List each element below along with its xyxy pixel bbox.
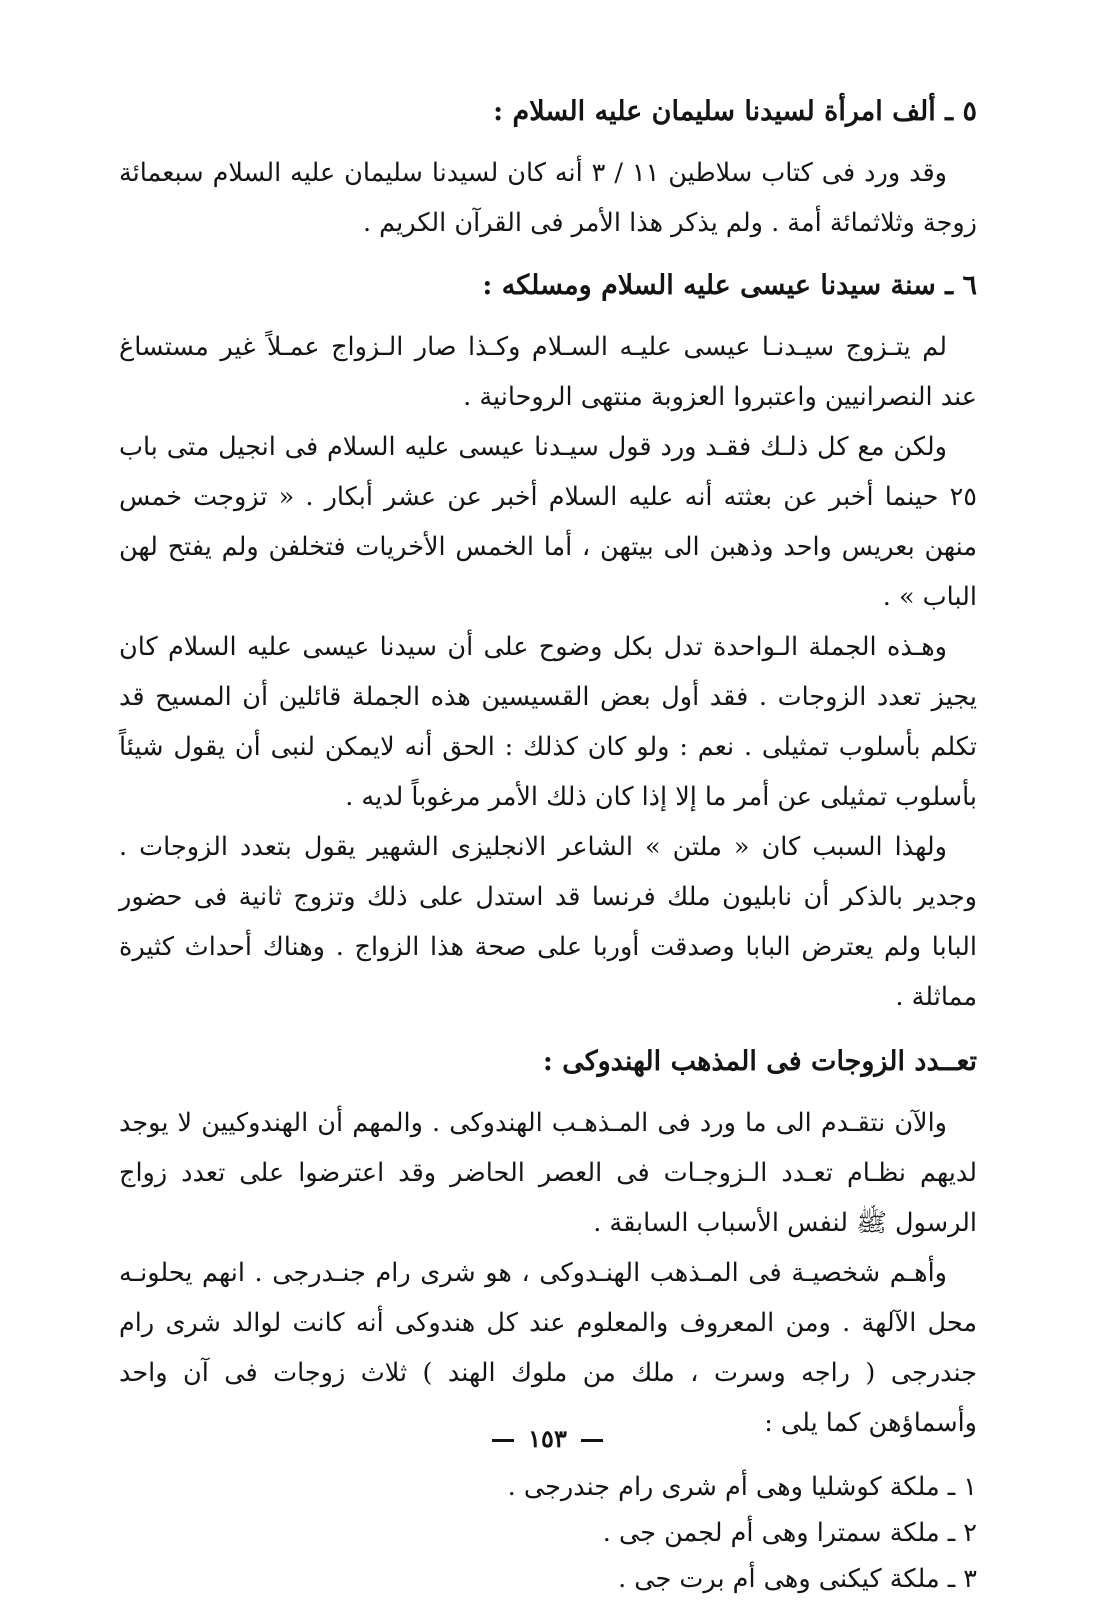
dash-left [492, 1439, 514, 1442]
list-item: ١ ـ ملكة كوشليا وهى أم شرى رام جندرجى . [507, 1472, 977, 1502]
paragraph: وأهـم شخصيـة فى المـذهب الهنـدوكى ، هو شرى رام جنـدرجى . انهم يحلونـه محل الآلهة . ومن المعروف والمعلوم عند كل هندوكى أنه كانت لوالد شرى رام جندرجى ( راجه وسرت ، ملك من ملوك الهند ) ثلاث زوجات فى آن واحد وأسماؤهن كما يلى : [119, 1258, 977, 1438]
paragraph: وقد ورد فى كتاب سلاطين ١١ / ٣ أنه كان لسيدنا سليمان عليه السلام سبعمائة زوجة وثلاثمائة أمة . ولم يذكر هذا الأمر فى القرآن الكريم . [119, 158, 977, 238]
wives-list-wrapper [119, 1464, 977, 1602]
paragraph: وهـذه الجملة الـواحدة تدل بكل وضوح على أن سيدنا عيسى عليه السلام كان يجيز تعدد الزوجات . فقد أول بعض القسيسين هذه الجملة قائلين أن المسيح قد تكلم بأسلوب تمثيلى . نعم : ولو كان كذلك : الحق أنه لايمكن لنبى أن يقول شيئاً بأسلوب تمثيلى عن أمر ما إلا إذا كان ذلك الأمر مرغوباً لديه . [119, 632, 977, 812]
paragraph: ولهذا السبب كان « ملتن » الشاعر الانجليزى الشهير يقول بتعدد الزوجات . وجدير بالذكر أن نابليون ملك فرنسا قد استدل على ذلك وتزوج ثانية فى حضور البابا ولم يعترض البابا وصدقت أوربا على صحة هذا الزواج . وهناك أحداث كثيرة مماثلة . [119, 832, 977, 1012]
paragraph: والآن نتقـدم الى ما ورد فى المـذهـب الهندوكى . والمهم أن الهندوكيين لا يوجد لديهم نظـام تعـدد الـزوجـات فى العصر الحاضر وقد اعترضوا على تعدد زواج الرسول ﷺ لنفس الأسباب السابقة . [119, 1108, 977, 1238]
section-heading-jesus: ٦ ـ سنة سيدنا عيسى عليه السلام ومسلكه : [482, 270, 977, 301]
page-footer [0, 1424, 1095, 1453]
list-item: ٣ ـ ملكة كيكنى وهى أم برت جى . [618, 1564, 977, 1594]
section-jesus [119, 266, 977, 1022]
dash-right [581, 1439, 603, 1442]
page-number: ١٥٣ [528, 1424, 567, 1453]
section-heading-solomon: ٥ ـ ألف امرأة لسيدنا سليمان عليه السلام : [493, 96, 977, 127]
paragraph: ولكن مع كل ذلـك فقـد ورد قول سيـدنا عيسى عليه السلام فى انجيل متى باب ٢٥ حينما أخبر عن بعثته أنه عليه السلام أخبر عن عشر أبكار . « تزوجت خمس منهن بعريس واحد وذهبن الى بيتهن ، أما الخمس الأخريات فتخلفن ولم يفتح لهن الباب » . [119, 432, 977, 612]
page-content [119, 92, 977, 1616]
section-hindu [119, 1042, 977, 1602]
section-solomon [119, 92, 977, 248]
wives-list [457, 1464, 977, 1602]
list-item: ٢ ـ ملكة سمترا وهى أم لجمن جى . [602, 1518, 977, 1548]
paragraph: لم يتـزوج سيـدنـا عيسى عليـه السـلام وكـذا صار الـزواج عمـلاً غير مستساغ عند النصرانيين واعتبروا العزوبة منتهى الروحانية . [119, 332, 977, 412]
section-heading-hindu: تعــدد الزوجات فى المذهب الهندوكى : [542, 1046, 977, 1077]
